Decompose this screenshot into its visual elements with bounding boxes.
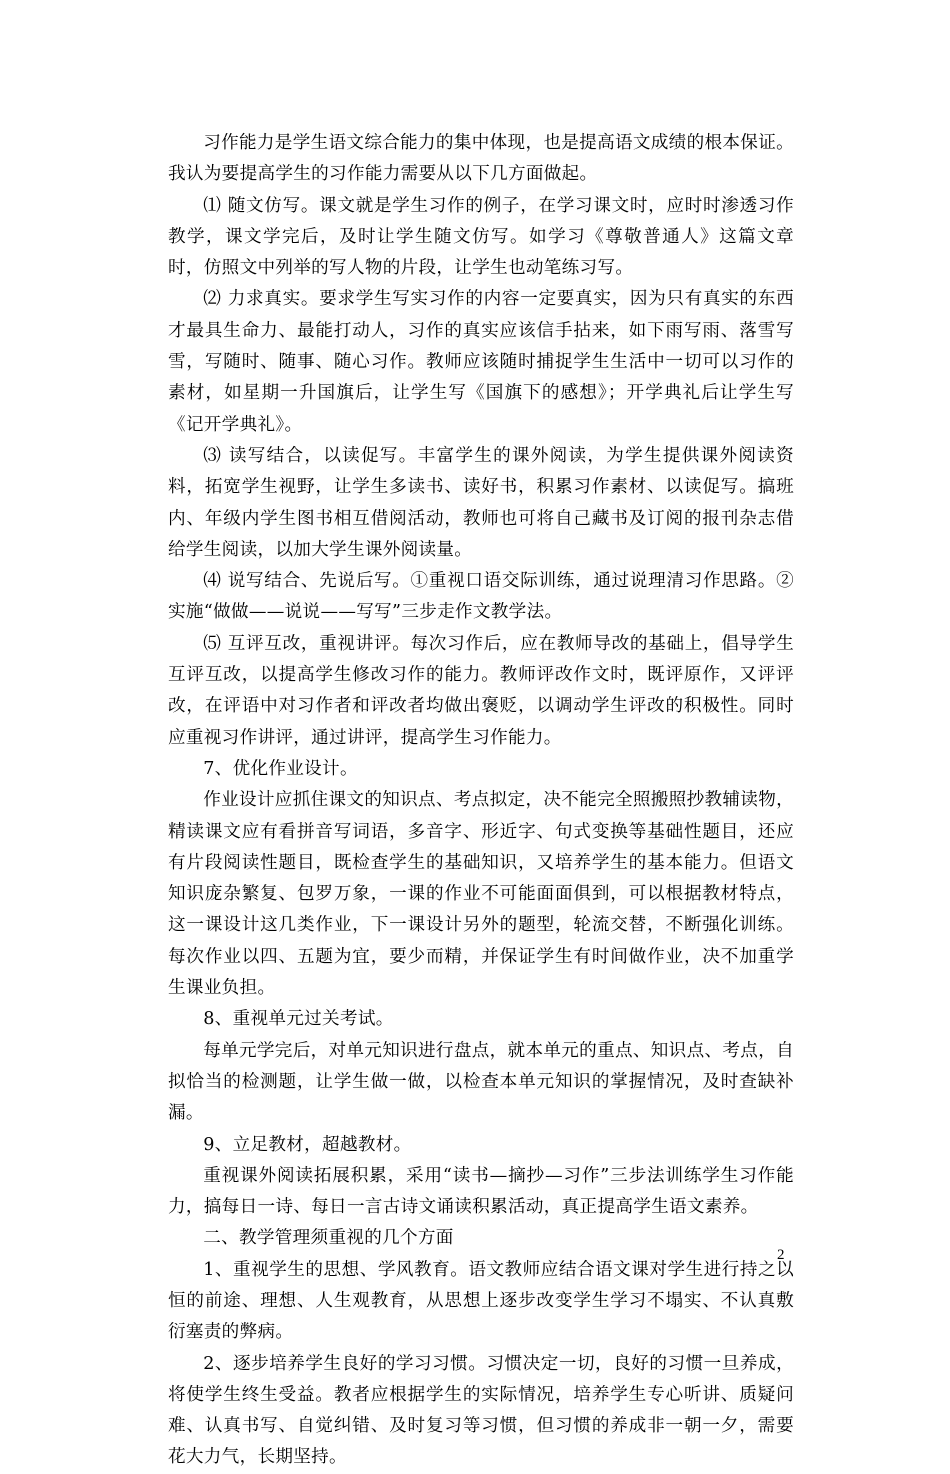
paragraph-peer-review: ⑸ 互评互改，重视讲评。每次习作后，应在教师导改的基础上，倡导学生互评互改，以提高学生修改习作的能力。教师评改作文时，既评原作，又评评改，在评语中对习作者和评改者均做出褒贬，以调动学生评改的积极性。同时应重视习作讲评，通过讲评，提高学生习作能力。 — [168, 633, 794, 748]
heading-beyond-textbook: 9、立足教材，超越教材。 — [203, 1134, 412, 1155]
paragraph-ideology-education: 1、重视学生的思想、学风教育。语文教师应结合语文课对学生进行持之以恒的前途、理想、人生观教育，从思想上逐步改变学生学习不塌实、不认真敷衍塞责的弊病。 — [168, 1259, 794, 1343]
paragraph-authenticity: ⑵ 力求真实。要求学生写实习作的内容一定要真实，因为只有真实的东西才最具生命力、最能打动人，习作的真实应该信手拈来，如下雨写雨、落雪写雪，写随时、随事、随心习作。教师应该随时捕捉学生生活中一切可以习作的素材，如星期一升国旗后，让学生写《国旗下的感想》；开学典礼后让学生写《记开学典礼》。 — [168, 289, 794, 435]
paragraph-homework-design: 作业设计应抓住课文的知识点、考点拟定，决不能完全照搬照抄教辅读物，精读课文应有看拼音写词语，多音字、形近字、句式变换等基础性题目，还应有片段阅读性题目，既检查学生的基础知识，又培养学生的基本能力。但语文知识庞杂繁复、包罗万象，一课的作业不可能面面俱到，可以根据教材特点，这一课设计这几类作业，下一课设计另外的题型，轮流交替，不断强化训练。每次作业以四、五题为宜，要少而精，并保证学生有时间做作业，决不加重学生课业负担。 — [168, 790, 794, 999]
heading-teaching-management: 二、教学管理须重视的几个方面 — [203, 1228, 454, 1249]
page-number: 2 — [777, 1247, 785, 1263]
paragraph-unit-exams: 每单元学完后，对单元知识进行盘点，就本单元的重点、知识点、考点，自拟恰当的检测题，让学生做一做，以检查本单元知识的掌握情况，及时查缺补漏。 — [168, 1040, 794, 1124]
heading-homework-design: 7、优化作业设计。 — [203, 758, 358, 779]
paragraph-beyond-textbook: 重视课外阅读拓展积累，采用“读书—摘抄—习作”三步法训练学生习作能力，搞每日一诗、每日一言古诗文诵读积累活动，真正提高学生语文素养。 — [168, 1165, 794, 1218]
paragraph-speaking-writing: ⑷ 说写结合、先说后写。①重视口语交际训练，通过说理清习作思路。②实施“做做——说说——写写”三步走作文教学法。 — [168, 571, 794, 623]
paragraph-imitation-writing: ⑴ 随文仿写。课文就是学生习作的例子，在学习课文时，应时时渗透习作教学，课文学完后，及时让学生随文仿写。如学习《尊敬普通人》这篇文章时，仿照文中列举的写人物的片段，让学生也动笔练习写。 — [168, 195, 794, 279]
paragraph-reading-writing: ⑶ 读写结合，以读促写。丰富学生的课外阅读，为学生提供课外阅读资料，拓宽学生视野，让学生多读书、读好书，积累习作素材、以读促写。搞班内、年级内学生图书相互借阅活动，教师也可将自己藏书及订阅的报刊杂志借给学生阅读，以加大学生课外阅读量。 — [168, 445, 794, 560]
paragraph-study-habits: 2、逐步培养学生良好的学习习惯。习惯决定一切，良好的习惯一旦养成，将使学生终生受益。教者应根据学生的实际情况，培养学生专心听讲、质疑问难、认真书写、自觉纠错、及时复习等习惯，但习惯的养成非一朝一夕，需要花大力气，长期坚持。 — [168, 1353, 794, 1468]
document-body — [168, 128, 794, 1474]
heading-unit-exams: 8、重视单元过关考试。 — [203, 1009, 394, 1030]
paragraph-intro: 习作能力是学生语文综合能力的集中体现，也是提高语文成绩的根本保证。我认为要提高学生的习作能力需要从以下几方面做起。 — [168, 133, 794, 185]
